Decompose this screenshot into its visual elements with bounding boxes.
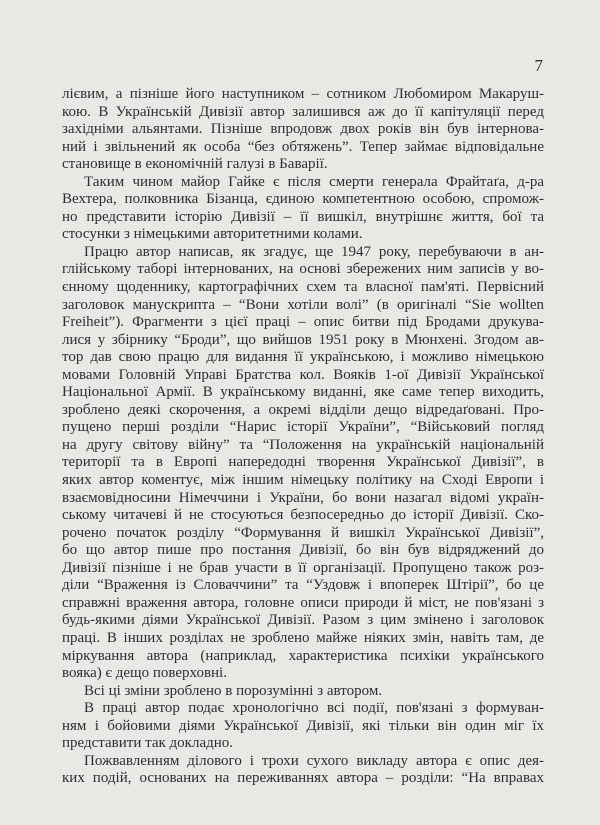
text-line: Пожвавленням ділового і трохи сухого викладу автора є опис дея- <box>84 752 544 769</box>
text-line: глійському таборі інтернованих, на основі збережених ним записів у во- <box>62 261 544 278</box>
text-line: Freiheit”). Фрагменти з цієї праці – опис битви під Бродами друкува- <box>62 314 544 331</box>
text-line: лієвим, а пізніше його наступником – сотником Любомиром Макаруш- <box>62 86 544 102</box>
text-line: лися у збірнику “Броди”, що вийшов 1951 року в Мюнхені. Згодом ав- <box>62 331 544 348</box>
text-line: становище в економічній галузі в Баварії. <box>62 156 328 173</box>
text-line: ний і звільнений як особа “без обтяжень”. Тепер займає відповідальне <box>62 138 544 155</box>
text-line: ському читачеві й не стосуються безпосередньо до історії Дивізії. Ско- <box>62 507 544 524</box>
text-line: праці. В інших розділах не зроблено майже ніяких змін, навіть там, де <box>62 629 544 646</box>
text-line: заголовок манускрипта – “Вони хотіли волі” (в оригіналі “Sie wollten <box>62 296 544 313</box>
text-line: діли “Враження із Словаччини” та “Уздовж і впоперек Штірії”, бо це <box>62 577 544 594</box>
text-line: бо що автор пише про постання Дивізії, бо він був відряджений до <box>62 542 544 559</box>
text-line: справжні враження автора, головне описи природи й міст, не пов'язані з <box>62 594 544 611</box>
text-line: західніми альянтами. Пізніше впродовж двох років він був інтернова- <box>62 121 544 138</box>
text-line: міркування автора (наприклад, характеристика психіки українського <box>62 647 544 664</box>
text-line: В праці автор подає хронологічно всі події, пов'язані з формуван- <box>84 700 544 717</box>
text-line: на другу світову війну” та “Положення на українській національній <box>62 436 544 453</box>
text-line: Таким чином майор Гайке є після смерти генерала Фрайтаґа, д-ра <box>84 173 544 190</box>
text-line: ням і бойовими діями Української Дивізії, які тільки він один міг їх <box>62 717 544 734</box>
text-line: яких автор коментує, між іншим німецьку політику на Сході Европи і <box>62 472 544 489</box>
text-line: єнному щоденнику, картографічних схем та власної пам'яті. Первісний <box>62 279 544 296</box>
text-line: мовами Головній Управі Братства кол. Вояків 1-ої Дивізії Української <box>62 366 544 383</box>
text-line: стосунки з німецькими авторитетними колами. <box>62 226 363 243</box>
text-line: будь-якими діями Української Дивізії. Разом з цим змінено і заголовок <box>62 612 544 629</box>
text-line: Національної Армії. В українському виданні, яке саме тепер виходить, <box>62 384 544 401</box>
text-line: но представити історію Дивізії – її вишкіл, внутрішнє життя, бої та <box>62 208 544 225</box>
text-line: рочено початок розділу “Формування й вишкіл Української Дивізії”, <box>62 524 544 541</box>
text-line: кою. В Українській Дивізії автор залишився аж до її капітуляції перед <box>62 103 544 120</box>
text-line: пущено перші розділи “Нарис історії України”, “Військовий погляд <box>62 419 544 436</box>
text-line: Дивізії пізніше і не брав участи в її організації. Пропущено також роз- <box>62 559 544 576</box>
text-line: Працю автор написав, як згадує, ще 1947 року, перебуваючи в ан- <box>84 243 544 260</box>
text-line: Вехтера, полковника Бізанца, єдиною компетентною особою, спромож- <box>62 191 544 208</box>
text-line: зроблено деякі скорочення, а окремі відділи дещо відредаґовані. Про- <box>62 401 544 418</box>
text-line: представити так докладно. <box>62 735 234 752</box>
text-line: взаємовідносини Німеччини і України, бо вони назагал відомі україн- <box>62 489 544 506</box>
page-number: 7 <box>534 56 543 75</box>
body-text <box>62 86 544 788</box>
text-line: території та в Европі напередодні творення Української Дивізії”, в <box>62 454 544 471</box>
text-line: Всі ці зміни зроблено в порозумінні з автором. <box>84 682 383 699</box>
text-line: ких подій, основаних на переживаннях автора – розділи: “На вправах <box>62 770 544 787</box>
text-line: вояка) є дещо поверховні. <box>62 665 227 682</box>
text-line: тор дав свою працю для видання її українською, і можливо німецькою <box>62 349 544 366</box>
